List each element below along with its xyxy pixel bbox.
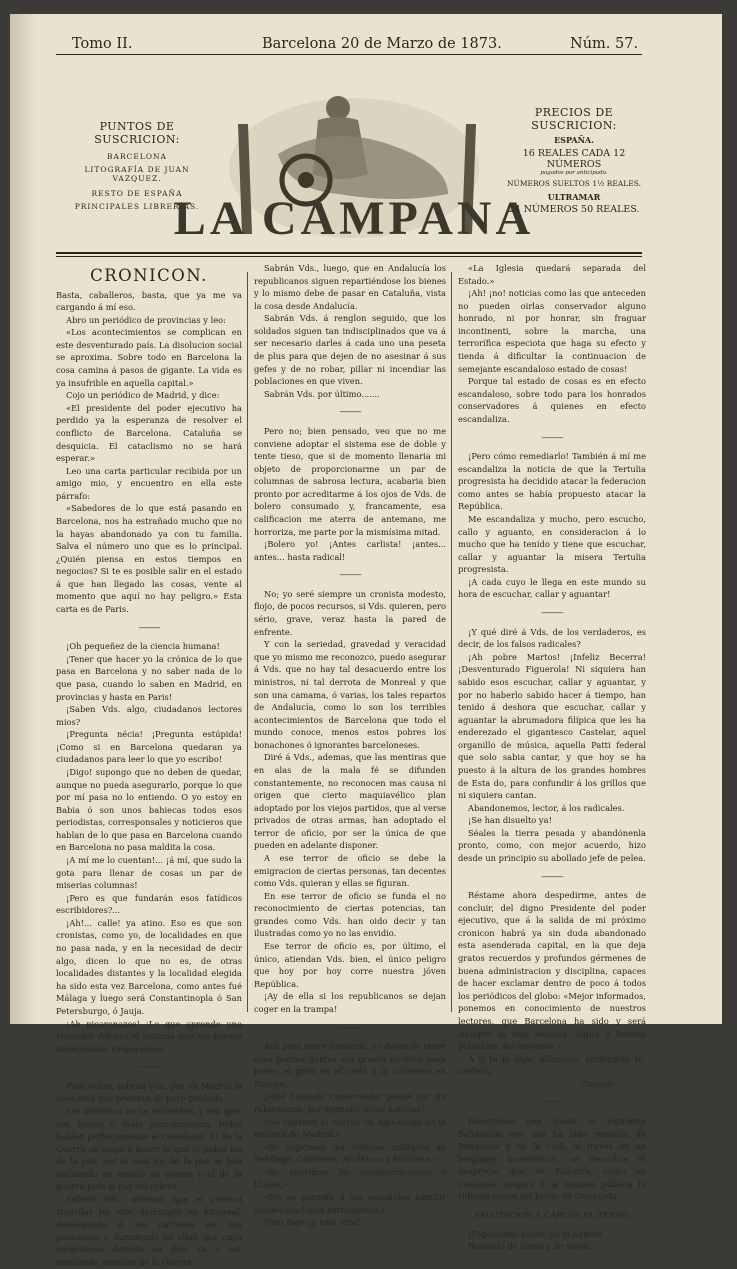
paragraph: Y con la seriedad, gravedad y veracidad que yo mismo me reconozco, puedo asegurar á Vds. que no hay tal desacuerdo entre los ministros, ni tal derrota de Monreal y que son una camama, ó varias, los tales repartos de Andalucía, como lo son los terribles acontecimientos de Barcelona que todo el mundo conoce, menos estos pobres los bonachones ó ignorantes barceloneses. bbox=[254, 639, 446, 750]
column-2 bbox=[254, 262, 446, 1229]
column-divider-1 bbox=[247, 272, 248, 1012]
column-1 bbox=[56, 262, 242, 1269]
separator: ——— bbox=[138, 1062, 160, 1072]
paragraph: ¡Ah pobre Martos! ¡Infeliz Becerra! ¡Desventurado Figuerola! Ni siquiera han sabido esos escuchar, callar y aguantar, y por no haberlo sabido hacer á tiempo, han tenido á deshora que escuchar, callar y aguantar la abrumadora filípica que les ha enderezado el gigantesco Castelar, aquel organillo de música, aquella Patti federal que solo sabia cantar, y que hoy se ha puesto á la altura de los grandes hombres de Esta do, para confundir á los grillos que ni siquiera cantan. bbox=[458, 651, 646, 801]
paragraph: ¡Tener que hacer yo la crónica de lo que pasa en Barcelona y no saber nada de lo que pasa, cuando lo saben en Madrid, en provincias y hasta en Paris! bbox=[56, 653, 242, 702]
paragraph: Sabrán Vds. á renglon seguido, que los soldados siguen tan indisciplinados que va á ser necesario darles á cada uno una peseta de plus para que dejen de no asesinar á sus gefes y de no robar, pillar ni incendiar las poblaciones en que viven. bbox=[254, 313, 446, 387]
column-divider-2 bbox=[451, 272, 452, 1012]
header-rule bbox=[56, 54, 642, 55]
masthead-title: LA CAMPANA bbox=[173, 192, 535, 245]
separator: ——— bbox=[541, 871, 563, 881]
paragraph: ¡A mí me lo cuentan!... ¡á mí, que sudo la gota para llenar de cosas un par de miserias columnas! bbox=[56, 855, 242, 891]
paragraph: ¡Se han disuelto ya! bbox=[468, 815, 552, 826]
masthead-logo bbox=[173, 84, 535, 252]
paragraph: ¿Qué honrado conservador puede oir sin ruborizarse, por ejemplo, estas noticias? bbox=[254, 1091, 446, 1114]
prices-note: pagados por anticipado. bbox=[540, 170, 608, 176]
separator: ——— bbox=[541, 432, 563, 442]
paragraph: ¡Pero cómo remediarlo! También á mí me escandaliza la noticia de que la Tertulia progresista ha decidido atacar la federacion como antes se había propuesto atacar la República. bbox=[458, 451, 646, 512]
subscription-city: BARCELONA bbox=[107, 152, 167, 161]
volume-label: Tomo II. bbox=[72, 36, 133, 52]
paragraph: «Se suprimen las órdenes militares de Santiago, Calatrava, Alcántara y Montesa.» bbox=[254, 1141, 446, 1165]
prices-single: NÚMEROS SUELTOS 1½ REALES. bbox=[506, 179, 641, 188]
ornament-separator: —·◇·— bbox=[540, 1097, 564, 1107]
paragraph: Me escandaliza y mucho, pero escucho, callo y aguanto, en consideracion á lo mucho que ha tenido y tiene que escuchar, callar y aguantar la misera Tertulia progresista. bbox=[458, 513, 646, 575]
prices-overseas: ULTRAMAR bbox=[547, 192, 601, 202]
paragraph: Séales la tierra pesada y abandónenla pronto, como, con mejor acuerdo, hizo desde un principio su abollado jefe de pelea. bbox=[458, 827, 646, 864]
paragraph: «No se permite á los españoles admitir condecoraciones extrangeras.» bbox=[254, 1192, 446, 1215]
separator: ——— bbox=[339, 570, 361, 580]
subscription-shops: PRINCIPALES LIBRERÍAS. bbox=[74, 202, 200, 211]
paragraph: Réstame ahora despedirme, antes de concluir, del digno Presidente del poder ejecutivo, que á la salida de mi próximo cronicon habrá ya sin duda abandonado esta asenderada capital, en la que deja gratos recuerdos y profundos gérmenes de buena administracion y disciplina, capaces de hacer exclamar dentro de poco á todos los periódicos del globo: «Mejor informados, ponemos en conocimiento de nuestros lectores, que Barcelona ha sido y será siempre la mas sensata, digna y federal poblacion del universo.» bbox=[458, 890, 646, 1052]
paragraph: ¡Ah!... calle! ya atino. Eso es que son cronistas, como yo, de localidades en que no pasa nada, y en la necesidad de decir algo, dicen lo que no es, de otras localidades distantes y la localidad elegida ha sido esta vez Barcelona, como antes fué Málaga y luego será Constantinopla ó San Petersburgo, ó Jauja. bbox=[56, 917, 242, 1016]
issue-number: Núm. 57. bbox=[570, 36, 639, 52]
dateline: Barcelona 20 de Marzo de 1873. bbox=[262, 36, 502, 52]
paragraph: «La Iglesia quedará separada del Estado.» bbox=[458, 263, 646, 286]
paragraph: Sabrán Vds., luego, que en Andalucía los republicanos siguen repartiéndose los bienes y lo mismo debe de pasar en Cataluña, vista la cosa desde Andalucía. bbox=[254, 263, 446, 311]
paragraph: Abro un periódico de provincias y leo: bbox=[66, 314, 226, 325]
poem-title: SALUTACION Á CÁRLOS EL TERSO. bbox=[474, 1210, 630, 1221]
paragraph: ¡Bolero yo! ¡Antes carlista! ¡antes... antes... hasta radical! bbox=[254, 539, 446, 562]
paragraph: ¡Y qué diré á Vds. de los verdaderos, es decir, de los falsos radicales? bbox=[458, 626, 646, 650]
paragraph: ¡Oh pequeñez de la ciencia humana! bbox=[66, 641, 220, 652]
paragraph: Leo una carta particular recibida por un amigo mio, y encuentro en ella este párrafo: bbox=[56, 465, 242, 501]
paragraph: No; yo seré siempre un cronista modesto, flojo, de pocos recursos, si Vds. quieren, pero sério, grave, veraz hasta la pared de enfrente. bbox=[254, 588, 446, 637]
subscription-printer: LITOGRAFÍA DE JUAN VAZQUEZ. bbox=[84, 165, 190, 183]
subscription-rest: RESTO DE ESPAÑA bbox=[91, 189, 183, 198]
paragraph: «Se suprimen las condecoraciones y títulos.» bbox=[254, 1166, 446, 1190]
paragraph: ¡Pero es que fundarán esos fatídicos escribidores?... bbox=[56, 892, 242, 916]
paragraph: Insertamos con gusto la siguiente Salutacion que nos ha sido remitida de Pamplona y en la cual, al través de un lenguage humorístico, se descubre el desprecio que en Navarra, como en Cataluña, inspira á la opinion pública la ridícula causa del heróe de Oroquieta. bbox=[458, 1116, 646, 1202]
signature: Cuquelo. bbox=[580, 1078, 618, 1089]
poem-line: ¡Fogosísimo bruto, yo te admiro bbox=[468, 1228, 603, 1239]
paragraph: Cojo un periódico de Madrid, y dice: bbox=[66, 390, 220, 401]
poem-line: Rodeado de curas y de viejas, bbox=[468, 1241, 593, 1252]
subscription-prices-box bbox=[498, 106, 650, 215]
paragraph: Basta, caballeros, basta, que ya me va cargando á mí eso. bbox=[56, 289, 242, 313]
paragraph: Pues señor, sabrán Vds. que en Madrid la cosa está que revienta de puro preñada. bbox=[56, 1080, 242, 1104]
paragraph: ¡Pregunta nécia! ¡Pregunta estúpida! ¡Como si en Barcelona quedaran ya ciudadanos para leer lo que yo escribo! bbox=[56, 729, 242, 765]
masthead-rule-thin bbox=[56, 256, 642, 257]
paragraph: «Los acontecimientos se complican en este desventurado país. La disolucion social se aproxima. Sobre todo en Barcelona la cosa camina á pasos de gigante. La vida es ya insufrible en aquella capital.» bbox=[56, 327, 242, 388]
separator: ——— bbox=[339, 407, 361, 417]
paragraph: «Se suprime el cuerpo de bips-dalgo de la nobleza de Madrid.» bbox=[254, 1116, 446, 1140]
paragraph: Los ministros no se entienden, y eso que, con buena ó mala pronunciacion, todos hablan perfectamente el castellano. El de la Guerra se niega á hacer lo que le piden los de la paz, por lo cual los de la paz se han declarado en estado de guerra y el de la guerra pide la par del relevo. bbox=[56, 1106, 242, 1192]
prices-line-1: 16 REALES CADA 12 NÚMEROS bbox=[522, 148, 626, 170]
paragraph: Pues digo ¿y esta otra? bbox=[264, 1217, 362, 1228]
separator: ——— bbox=[138, 622, 160, 632]
paragraph: Porque tal estado de cosas es en efecto escandaloso, sobre todo para los honrados conservadores á quienes en efecto escandaliza. bbox=[458, 376, 646, 424]
prices-title: PRECIOS DE SUSCRICION: bbox=[531, 106, 617, 132]
campana-illustration bbox=[173, 84, 535, 252]
prices-line-2: 24 NÚMEROS 50 REALES. bbox=[508, 204, 640, 215]
paragraph: Ese terror de oficio es, por último, el único, atiendan Vds. bien, el único peligro que hoy por hoy corre nuestra jóven República. bbox=[254, 941, 446, 989]
paragraph: Sabrán Vds., ademas, que el general Nouvilas ha sido derrotado en Monreal, desalojando á los carlistas de sus posiciones y durmiendo en ellas, por cuya vergonzosa derrota se dice va á ser nombrado ministro de la Guerra. bbox=[56, 1194, 242, 1267]
paragraph: ¡Saben Vds. algo, ciudadanos lectores mios? bbox=[56, 704, 242, 727]
paragraph: «Sabedores de lo que está pasando en Barcelona, nos ha estrañado mucho que no la hayas abandonado ya con tu familia. Salva el número uno que es lo principal. ¿Quién piensa en estos tiempos en negocios? Si te es posible salir en el estado á que han llegado las cosas, vente al momento que aquí no hay peligro.» Esta carta es de Paris. bbox=[56, 503, 242, 615]
paragraph: ¡Digo! supongo que no deben de quedar, aunque no pueda asegurarlo, porque lo que por mí pasa no lo entiendo. O yo estoy en Babia ó son unos bahiecas todos esos periodistas, corresponsales y noticieros que hablan de lo que pasa en Barcelona cuando en Barcelona no pasa maldita la cosa. bbox=[56, 766, 242, 853]
paragraph: A ti te lo digo, alfonsino, entiéndelo tú, carlista. bbox=[458, 1053, 646, 1077]
paragraph: «El presidente del poder ejecutivo ha perdido ya la esperanza de resolver el conflicto de Barcelona. Cataluña se desquicia. El cataclismo no se hará esperar.» bbox=[56, 402, 242, 464]
prices-spain: ESPAÑA. bbox=[554, 135, 594, 145]
newspaper-page bbox=[10, 14, 722, 1267]
paragraph: ¡A cada cuyo le llega en este mundo su hora de escuchar, callar y aguantar! bbox=[458, 576, 646, 600]
separator: ——— bbox=[541, 608, 563, 618]
masthead-rule bbox=[56, 252, 642, 254]
paragraph: Abandonemos, lector, á los radicales. bbox=[468, 802, 625, 813]
paragraph: Pero no; bien pensado, veo que no me conviene adoptar el sistema ese de doble y tente tieso, que si de momento llenaria mi objeto de proporcionarme un par de columnas de sabrosa lectura, acabaria bien pronto por acreditarme á los ojos de Vds. de bolero consumado y, francamente, esa calificacion me aterra de antemano, me horroriza, me parte por la mismísima mitad. bbox=[254, 425, 446, 537]
paragraph: Acá para entre nosotros, no dejan de tener esas pobres gentes sus graves motivos para poner el grito en el cielo y la calumnia en Europa. bbox=[254, 1041, 446, 1089]
cronicon-heading: CRONICON. bbox=[90, 266, 208, 285]
paragraph: Sabrán Vds. por último....... bbox=[264, 388, 380, 399]
separator: ——— bbox=[339, 1022, 361, 1032]
subscription-points-title: PUNTOS DE SUSCRICION: bbox=[94, 120, 180, 146]
paragraph: Diré á Vds., ademas, que las mentiras que en alas de la mala fé se difunden constantemente, no reconocen mas causa ni origen que cierto maquiavélico plan adoptado por los viejos partidos, que al verse privados de otras armas, han adoptado el terror de oficio, por ser la única de que pueden en adelante disponer. bbox=[254, 752, 446, 851]
paragraph: A ese terror de oficio se debe la emigracion de ciertas personas, tan decentes como Vds. quieran y ellas se figuran. bbox=[254, 853, 446, 889]
paragraph: ¡Ah picaronazos! ¡Lo que aprende uno viviendo! Adopto el sistema que me parece inmejorable. Empecemos. bbox=[56, 1018, 242, 1054]
paragraph: En ese terror de oficio se funda el no reconocimiento de ciertas potencias, tan grandes como Vds. han oido decir y tan ilustradas como yo no las envidio. bbox=[254, 890, 446, 939]
paragraph: ¡Ah! ¡no! noticias como las que anteceden no pueden oirlas conservador alguno honrado, ni por honrar, sin fraguar incontinenti, sobre la marcha, una terrorífica especiota que haga su efecto y tienda á dificultar la continuacion de semejante escandaloso estado de cosas! bbox=[458, 288, 646, 374]
column-3 bbox=[458, 262, 646, 1253]
paragraph: ¡Ay de ella si los republicanos se dejan coger en la trampa! bbox=[254, 991, 446, 1014]
